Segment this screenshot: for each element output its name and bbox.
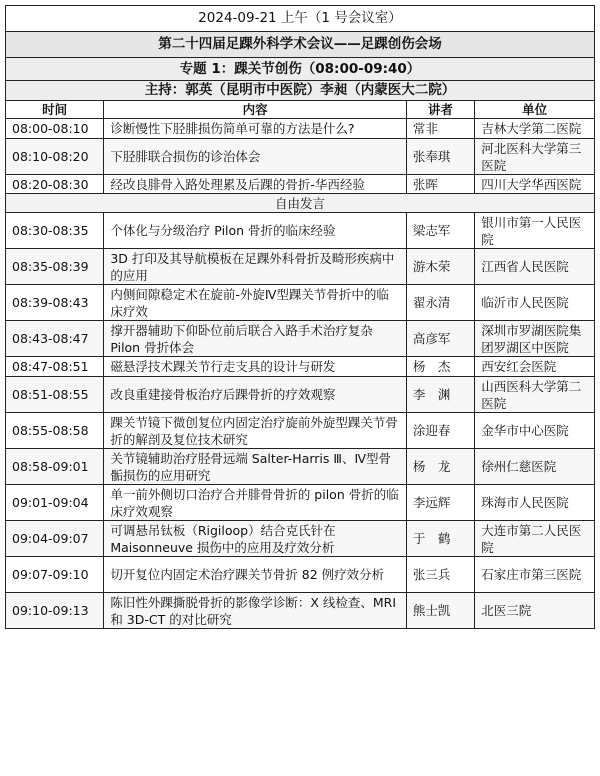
schedule-sheet <box>5 5 595 629</box>
table-row <box>6 485 595 521</box>
speaker-cell: 高彦军 <box>406 321 474 357</box>
content-cell: 踝关节镜下微创复位内固定治疗旋前外旋型踝关节骨折的解剖及复位技术研究 <box>104 413 407 449</box>
time-cell: 08:30-08:35 <box>6 213 104 249</box>
unit-cell: 吉林大学第二医院 <box>475 119 595 139</box>
unit-cell: 徐州仁慈医院 <box>475 449 595 485</box>
speaker-cell: 常非 <box>406 119 474 139</box>
unit-cell: 大连市第二人民医院 <box>475 521 595 557</box>
time-cell: 08:39-08:43 <box>6 285 104 321</box>
unit-cell: 银川市第一人民医院 <box>475 213 595 249</box>
unit-cell: 珠海市人民医院 <box>475 485 595 521</box>
column-header-speaker: 讲者 <box>406 101 474 119</box>
table-row <box>6 557 595 593</box>
free-speech-row: 自由发言 <box>6 194 595 213</box>
speaker-cell: 翟永清 <box>406 285 474 321</box>
column-header-content: 内容 <box>104 101 407 119</box>
table-row <box>6 139 595 175</box>
talk-group-b <box>6 213 595 629</box>
time-cell: 08:55-08:58 <box>6 413 104 449</box>
speaker-cell: 于 鹤 <box>406 521 474 557</box>
table-header-row <box>6 101 595 119</box>
table-row <box>6 377 595 413</box>
time-cell: 09:04-09:07 <box>6 521 104 557</box>
content-cell: 单一前外侧切口治疗合并腓骨骨折的 pilon 骨折的临床疗效观察 <box>104 485 407 521</box>
unit-cell: 深圳市罗湖医院集团罗湖区中医院 <box>475 321 595 357</box>
time-cell: 08:43-08:47 <box>6 321 104 357</box>
unit-cell: 北医三院 <box>475 593 595 629</box>
talk-group-a <box>6 119 595 194</box>
content-cell: 陈旧性外踝撕脱骨折的影像学诊断：X 线检查、MRI 和 3D-CT 的对比研究 <box>104 593 407 629</box>
table-row <box>6 175 595 194</box>
time-cell: 08:20-08:30 <box>6 175 104 194</box>
time-cell: 08:58-09:01 <box>6 449 104 485</box>
speaker-cell: 杨 龙 <box>406 449 474 485</box>
speaker-cell: 张晖 <box>406 175 474 194</box>
speaker-cell: 李 渊 <box>406 377 474 413</box>
time-cell: 08:00-08:10 <box>6 119 104 139</box>
schedule-table <box>5 5 595 629</box>
content-cell: 3D 打印及其导航模板在足踝外科骨折及畸形疾病中的应用 <box>104 249 407 285</box>
speaker-cell: 杨 杰 <box>406 357 474 377</box>
speaker-cell: 涂迎春 <box>406 413 474 449</box>
content-cell: 内侧间隙稳定术在旋前-外旋Ⅳ型踝关节骨折中的临床疗效 <box>104 285 407 321</box>
meeting-title: 第二十四届足踝外科学术会议——足踝创伤会场 <box>6 32 595 58</box>
unit-cell: 江西省人民医院 <box>475 249 595 285</box>
content-cell: 改良重建接骨板治疗后踝骨折的疗效观察 <box>104 377 407 413</box>
content-cell: 磁悬浮技术踝关节行走支具的设计与研发 <box>104 357 407 377</box>
time-cell: 09:01-09:04 <box>6 485 104 521</box>
table-row <box>6 413 595 449</box>
content-cell: 经改良腓骨入路处理累及后踝的骨折-华西经验 <box>104 175 407 194</box>
unit-cell: 河北医科大学第三医院 <box>475 139 595 175</box>
time-cell: 09:10-09:13 <box>6 593 104 629</box>
time-cell: 08:10-08:20 <box>6 139 104 175</box>
unit-cell: 金华市中心医院 <box>475 413 595 449</box>
table-row <box>6 593 595 629</box>
session-hosts: 主持：郭英（昆明市中医院）李昶（内蒙医大二院） <box>6 81 595 101</box>
column-header-unit: 单位 <box>475 101 595 119</box>
speaker-cell: 梁志军 <box>406 213 474 249</box>
table-row <box>6 449 595 485</box>
table-row <box>6 249 595 285</box>
speaker-cell: 游木荣 <box>406 249 474 285</box>
table-row <box>6 357 595 377</box>
speaker-cell: 李远辉 <box>406 485 474 521</box>
table-row <box>6 521 595 557</box>
session-title: 专题 1：踝关节创伤（08:00-09:40） <box>6 58 595 81</box>
time-cell: 08:51-08:55 <box>6 377 104 413</box>
time-cell: 08:47-08:51 <box>6 357 104 377</box>
table-row <box>6 119 595 139</box>
unit-cell: 山西医科大学第二医院 <box>475 377 595 413</box>
unit-cell: 石家庄市第三医院 <box>475 557 595 593</box>
unit-cell: 四川大学华西医院 <box>475 175 595 194</box>
speaker-cell: 张三兵 <box>406 557 474 593</box>
table-row <box>6 213 595 249</box>
unit-cell: 西安红会医院 <box>475 357 595 377</box>
content-cell: 个体化与分级治疗 Pilon 骨折的临床经验 <box>104 213 407 249</box>
content-cell: 切开复位内固定术治疗踝关节骨折 82 例疗效分析 <box>104 557 407 593</box>
table-row <box>6 321 595 357</box>
date-line: 2024-09-21 上午（1 号会议室） <box>6 6 595 32</box>
content-cell: 撑开器辅助下仰卧位前后联合入路手术治疗复杂 Pilon 骨折体会 <box>104 321 407 357</box>
content-cell: 关节镜辅助治疗胫骨远端 Salter-Harris Ⅲ、Ⅳ型骨骺损伤的应用研究 <box>104 449 407 485</box>
content-cell: 可调悬吊钛板（Rigiloop）结合克氏针在 Maisonneuve 损伤中的应用及疗效分析 <box>104 521 407 557</box>
speaker-cell: 熊士凯 <box>406 593 474 629</box>
table-row <box>6 285 595 321</box>
time-cell: 09:07-09:10 <box>6 557 104 593</box>
content-cell: 下胫腓联合损伤的诊治体会 <box>104 139 407 175</box>
speaker-cell: 张奉琪 <box>406 139 474 175</box>
unit-cell: 临沂市人民医院 <box>475 285 595 321</box>
content-cell: 诊断慢性下胫腓损伤简单可靠的方法是什么? <box>104 119 407 139</box>
column-header-time: 时间 <box>6 101 104 119</box>
time-cell: 08:35-08:39 <box>6 249 104 285</box>
